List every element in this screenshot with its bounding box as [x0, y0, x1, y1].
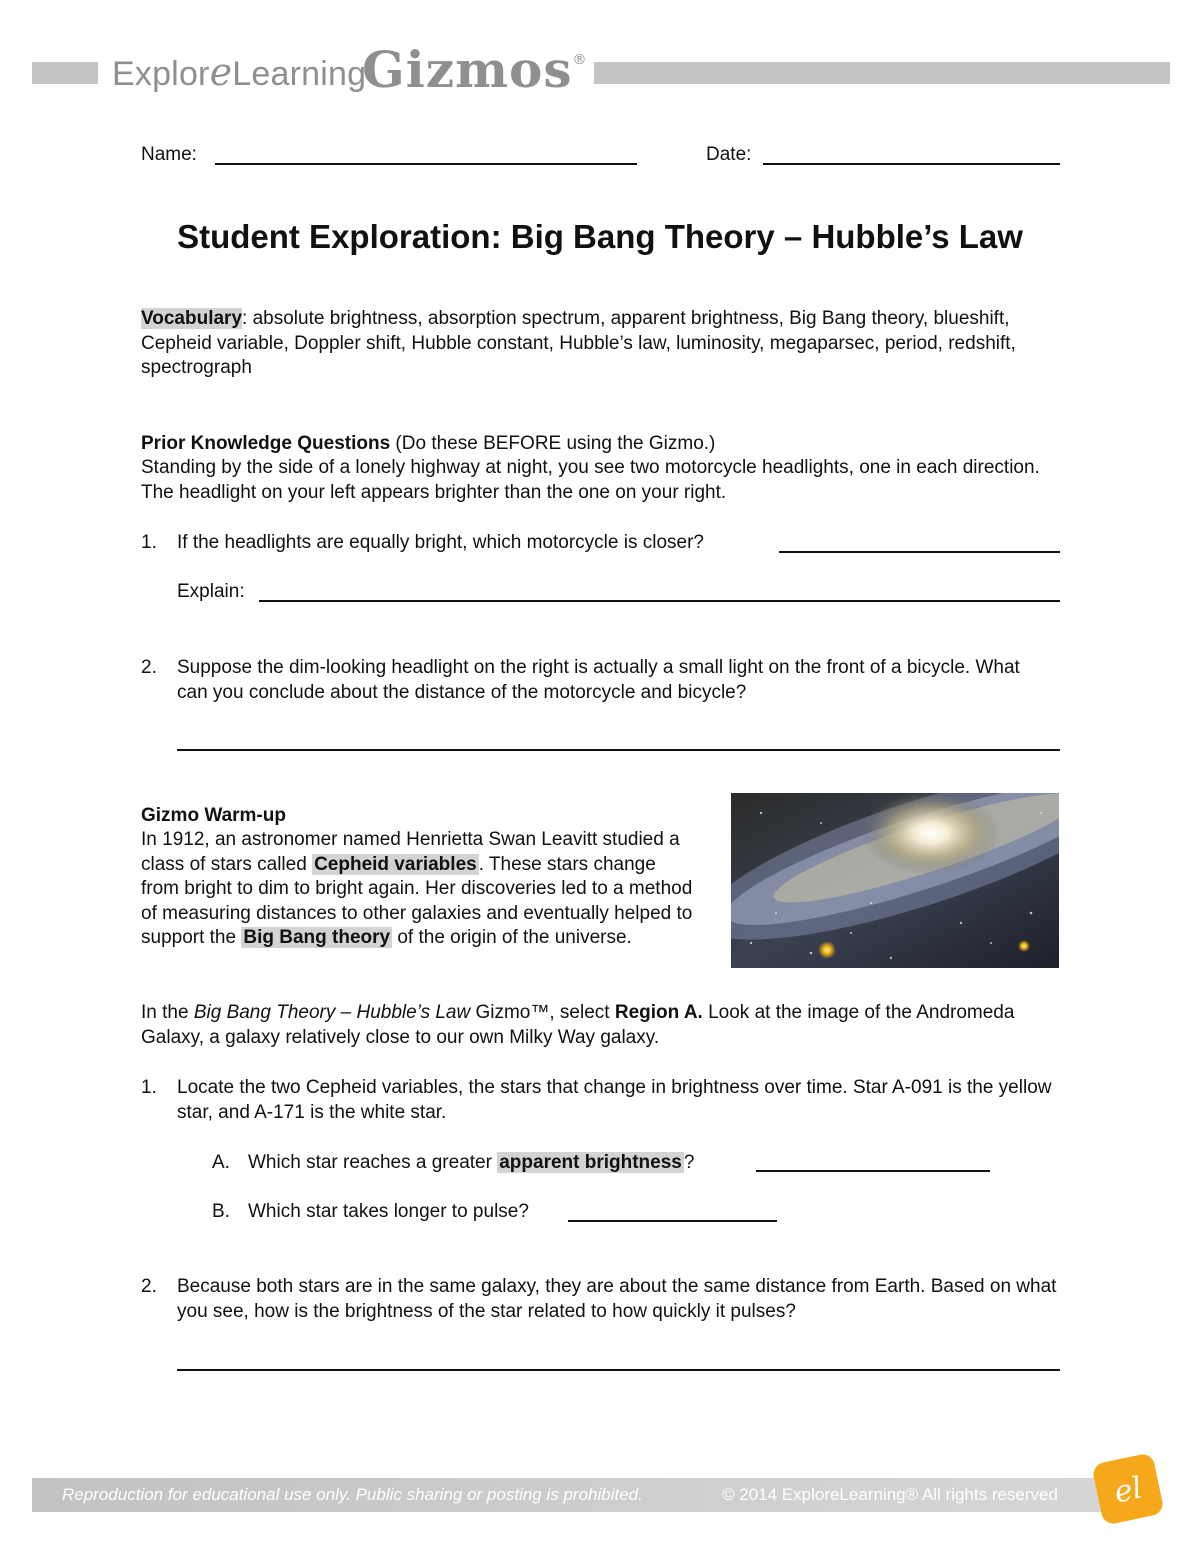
prior-q1-number: 1.	[141, 532, 157, 553]
warmup-qA-text: Which star reaches a greater apparent brightness ?	[248, 1152, 695, 1173]
date-field[interactable]	[763, 163, 1060, 165]
prior-q2-number: 2.	[141, 657, 157, 678]
brand-gizmos: Gizmos®	[362, 40, 588, 99]
footer-notice: Reproduction for educational use only. Public sharing or posting is prohibited.	[62, 1485, 643, 1504]
andromeda-galaxy-image	[731, 793, 1059, 968]
warmup-q2-number: 2.	[141, 1276, 157, 1297]
footer-copyright: © 2014 ExploreLearning® All rights reserved	[722, 1485, 1058, 1504]
name-label: Name:	[141, 144, 197, 165]
vocabulary-label: Vocabulary	[141, 308, 243, 329]
term-cepheid-variables: Cepheid variables	[314, 853, 477, 875]
prior-q1-explain-field[interactable]	[259, 600, 1060, 602]
term-big-bang-theory: Big Bang theory	[243, 927, 391, 948]
prior-q2-answer-field[interactable]	[177, 749, 1060, 751]
prior-q1-answer-field[interactable]	[779, 551, 1060, 553]
warmup-q2-text: Because both stars are in the same galaxy, they are about the same distance from Earth. Based on what you see, how is the brightness of the star related to how quickly it pulses?	[177, 1276, 1057, 1322]
warmup-qB-text: Which star takes longer to pulse?	[248, 1201, 529, 1222]
warmup-heading: Gizmo Warm-up	[141, 805, 286, 826]
galaxy-illustration	[731, 793, 1059, 968]
prior-q1-explain-label: Explain:	[177, 581, 245, 602]
warmup-qB-answer-field[interactable]	[568, 1220, 777, 1222]
prior-q2-text: Suppose the dim-looking headlight on the right is actually a small light on the front of a bicycle. What can you conclude about the distance of the motorcycle and bicycle?	[177, 657, 1020, 703]
date-label: Date:	[706, 144, 752, 165]
warmup-q2-answer-field[interactable]	[177, 1369, 1060, 1371]
explorelearning-logo-icon	[1091, 1452, 1165, 1526]
page-title: Student Exploration: Big Bang Theory – Hubble’s Law	[177, 218, 1023, 255]
warmup-qB-letter: B.	[212, 1201, 230, 1222]
header-bar-right	[594, 62, 1170, 84]
name-field[interactable]	[215, 163, 637, 165]
warmup-qA-letter: A.	[212, 1152, 230, 1173]
svg-text:el: el	[1111, 1470, 1146, 1511]
warmup-paragraph-2: In the Big Bang Theory – Hubble’s Law Gizmo™, select Region A. Look at the image of the Andromeda Galaxy, a galaxy relatively close to our own Milky Way galaxy.	[141, 1002, 1015, 1048]
vocabulary-paragraph: Vocabulary: absolute brightness, absorption spectrum, apparent brightness, Big Bang theory, blueshift, Cepheid variable, Doppler shift, Hubble constant, Hubble’s law, luminosity, megaparsec, period, redshift, spectrograph	[141, 308, 1016, 378]
warmup-q1-number: 1.	[141, 1077, 157, 1098]
header-bar-left	[32, 62, 98, 84]
prior-knowledge-heading: Prior Knowledge Questions (Do these BEFORE using the Gizmo.)	[141, 433, 716, 454]
warmup-qA-answer-field[interactable]	[756, 1170, 990, 1172]
warmup-q1-text: Locate the two Cepheid variables, the stars that change in brightness over time. Star A-091 is the yellow star, and A-171 is the white star.	[177, 1077, 1052, 1123]
logo-mark	[1091, 1452, 1165, 1526]
prior-q1-text: If the headlights are equally bright, which motorcycle is closer?	[177, 532, 704, 553]
brand-explorelearning: ExploreLearning	[112, 50, 367, 94]
term-apparent-brightness: apparent brightness	[499, 1152, 682, 1173]
warmup-paragraph-1: In 1912, an astronomer named Henrietta Swan Leavitt studied a class of stars called Cepheid variables . These stars change from bright to dim to bright again. Her discoveries led to a method of measuring distances to other galaxies and eventually helped to support the Big Bang theory of the origin of the universe.	[141, 829, 693, 948]
prior-knowledge-intro: Standing by the side of a lonely highway at night, you see two motorcycle headlights, one in each direction. The headlight on your left appears brighter than the one on your right.	[141, 457, 1040, 503]
